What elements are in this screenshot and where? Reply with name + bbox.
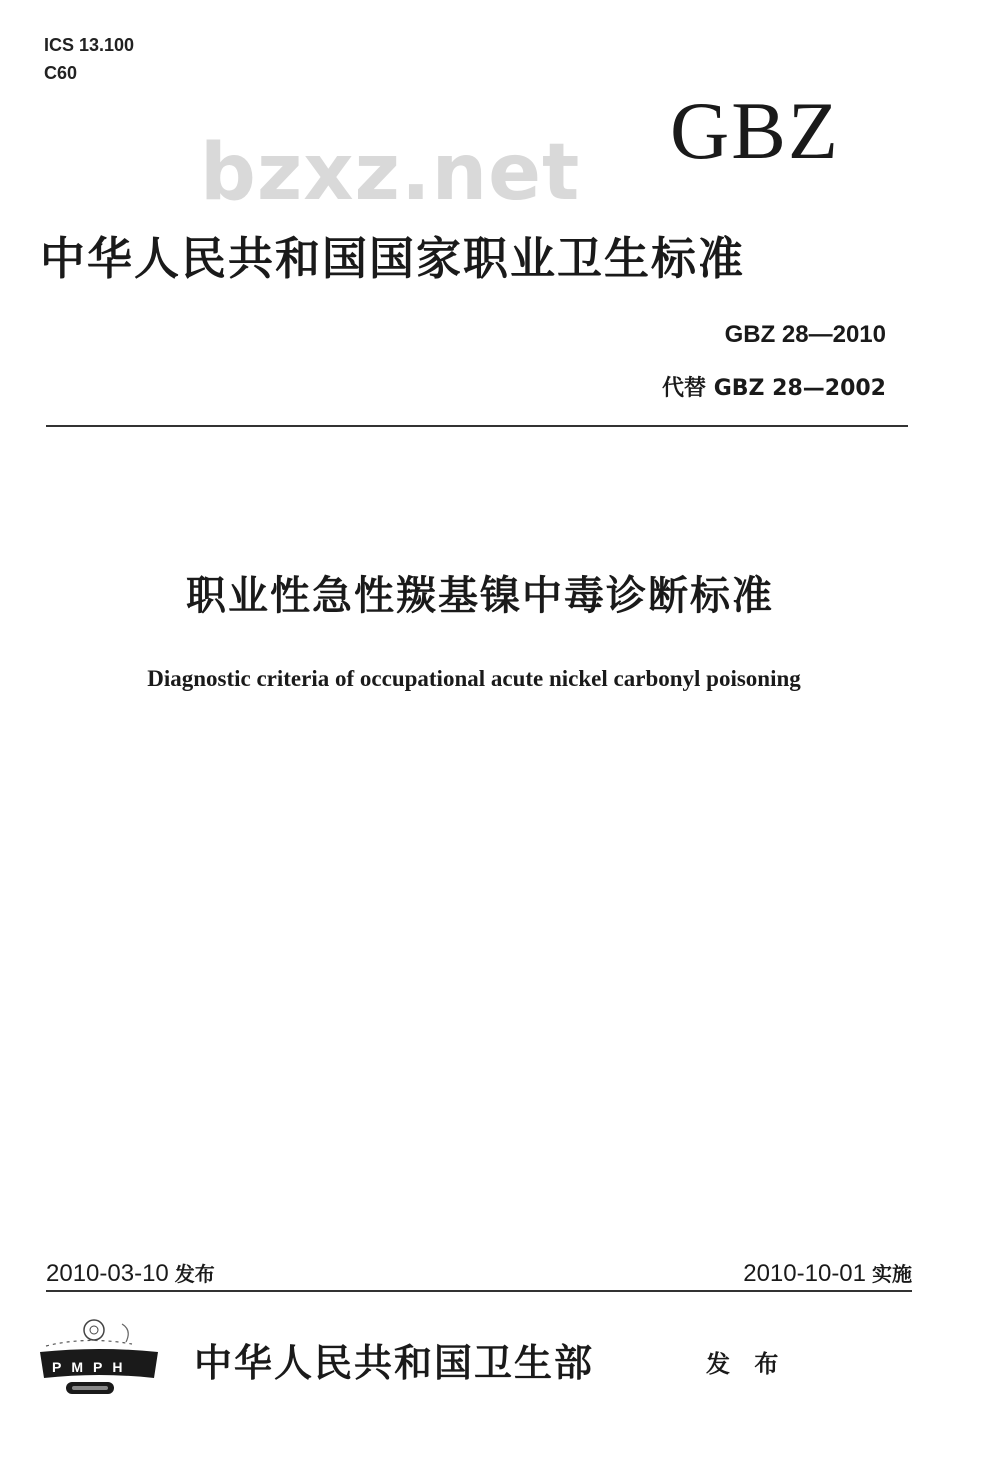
replaces-standard: 代替 GBZ 28—2002 <box>662 376 886 401</box>
title-chinese: 职业性急性羰基镍中毒诊断标准 <box>186 573 774 619</box>
implementation-date <box>743 1258 912 1290</box>
ics-code: ICS 13.100 <box>44 35 135 55</box>
issue-date-label: 发布 <box>174 1262 215 1286</box>
bottom-divider <box>46 1290 912 1292</box>
watermark: bzxz.net <box>200 128 581 218</box>
publisher-logo-icon <box>36 1316 162 1400</box>
implementation-date-value: 2010-10-01 <box>743 1260 866 1287</box>
issue-date <box>46 1258 215 1290</box>
logo-text: PMPH <box>52 1359 133 1375</box>
title-english: Diagnostic criteria of occupational acute nickel carbonyl poisoning <box>147 666 801 691</box>
standard-code: GBZ <box>670 85 840 176</box>
issuing-authority: 中华人民共和国卫生部 <box>194 1341 595 1385</box>
ccs-code: C60 <box>44 63 78 83</box>
standard-number: GBZ 28—2010 <box>724 321 886 348</box>
top-divider <box>46 425 908 427</box>
issue-date-value: 2010-03-10 <box>46 1260 169 1287</box>
standard-category: 中华人民共和国国家职业卫生标准 <box>40 232 746 285</box>
implementation-date-label: 实施 <box>872 1262 912 1286</box>
issuing-label: 发 布 <box>706 1350 787 1378</box>
